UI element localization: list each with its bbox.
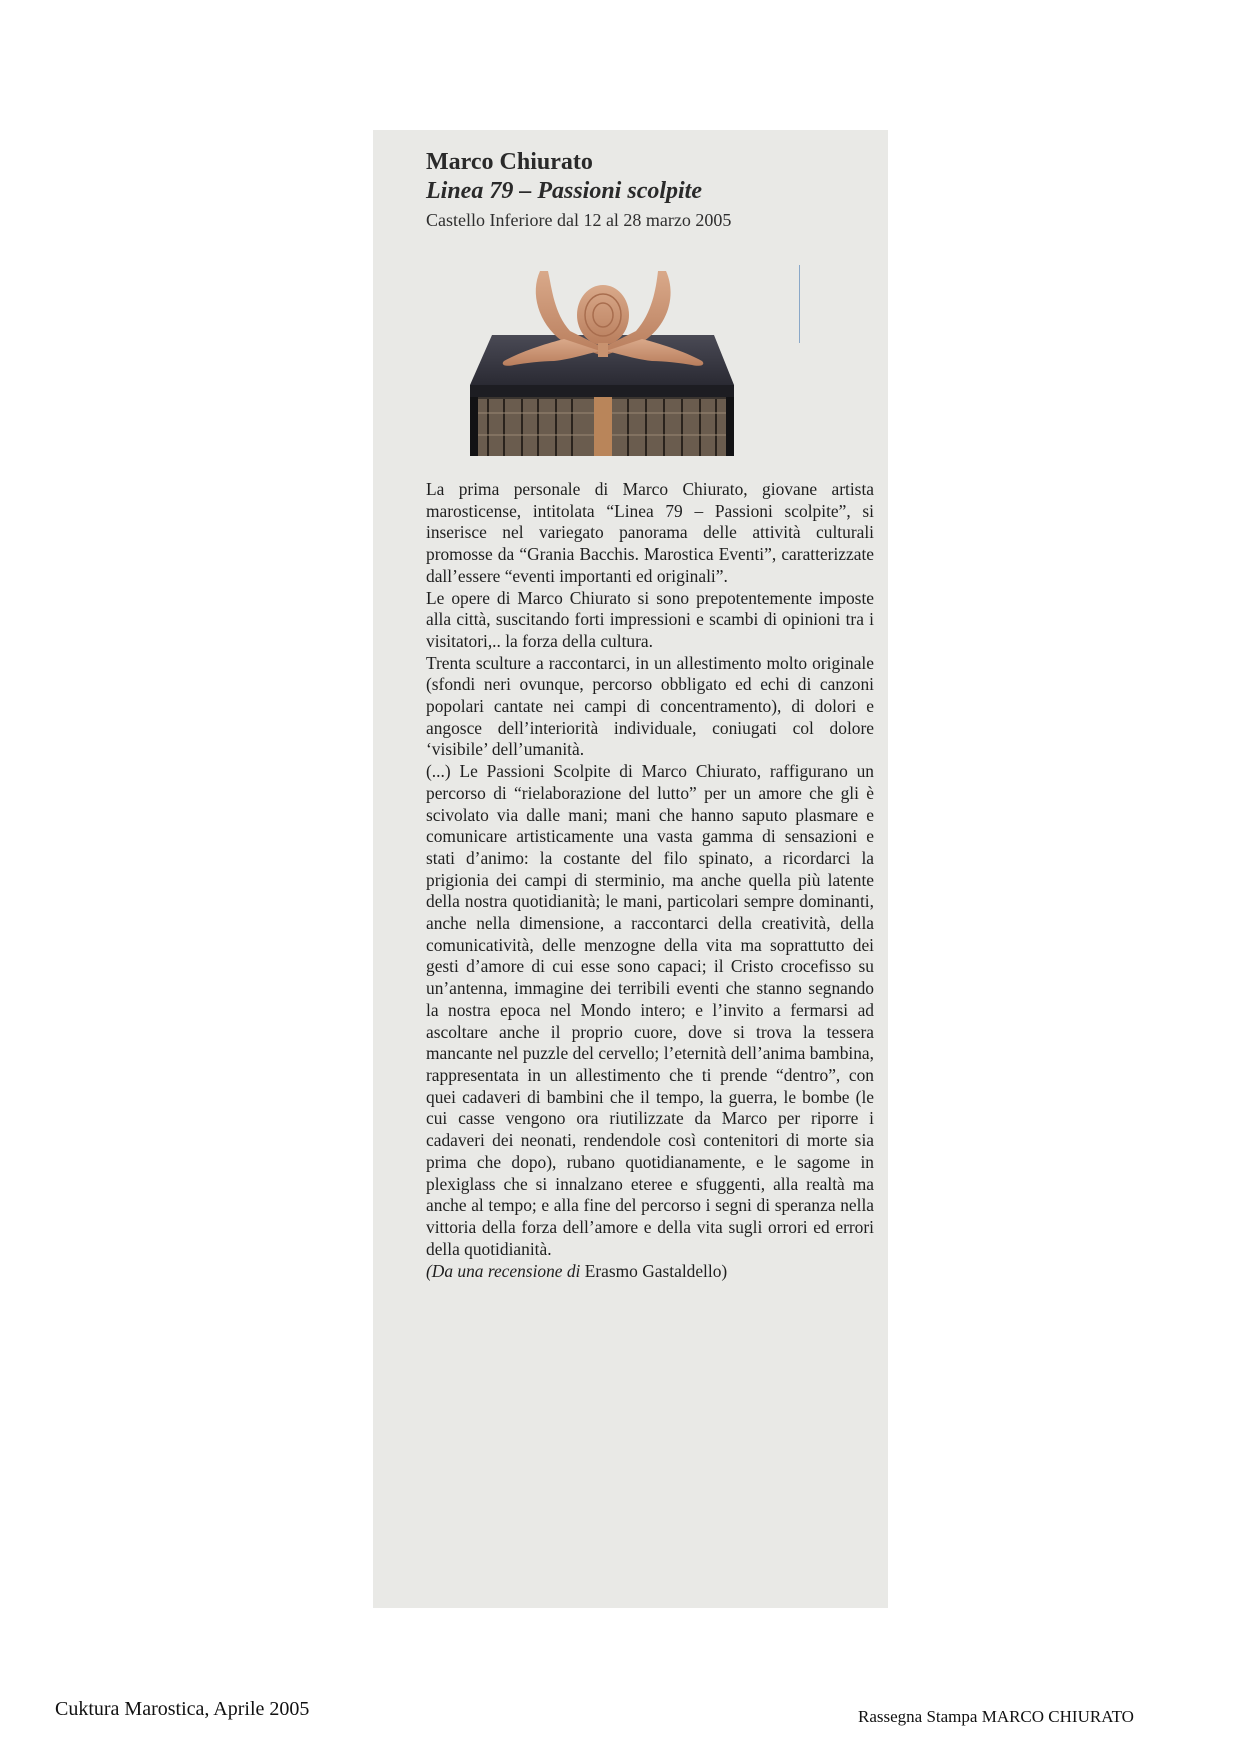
article-author: Marco Chiurato <box>426 149 593 175</box>
sculpture-photo-icon <box>452 263 752 456</box>
article-body <box>426 479 874 1282</box>
source-name: Erasmo Gastaldello) <box>584 1261 728 1282</box>
article-paragraph: Trenta sculture a raccontarci, in un allestimento molto originale (sfondi neri ovunque, percorso obbligato ed echi di canzoni popolari cantate nei campi di concentramento), di dolori e angosce dell’interiorità individuale, coniugati col dolore ‘visibile’ dell’umanità. <box>426 652 874 760</box>
article-paragraph: (...) Le Passioni Scolpite di Marco Chiurato, raffigurano un percorso di “rielaborazione del lutto” per un amore che gli è scivolato via dalle mani; mani che hanno saputo plasmare e comunicare artisticamente una vasta gamma di sensazioni e stati d’animo: la costante del filo spinato, a ricordarci la prigionia dei campi di sterminio, ma anche quella più latente della nostra quotidianità; le mani, particolari sempre dominanti, anche nella dimensione, a raccontarci della creatività, della comunicatività, delle menzogne della vita ma soprattutto dei gesti d’amore di cui esse sono capaci; il Cristo crocefisso su un’antenna, immagine dei terribili eventi che stanno segnando la nostra epoca nel Mondo intero; e l’invito a fermarsi ad ascoltare anche il proprio cuore, dove si trova la tessera mancante nel puzzle del cervello; l’eternità dell’anima bambina, rappresentata in un allestimento che ti prende “dentro”, con quei cadaveri di bambini che il tempo, la guerra, le bombe (le cui casse vengono ora riutilizzate da Marco per riporre i cadaveri dei neonati, rendendole così contenitori di morte sia prima che dopo), rubano quotidianamente, e le sagome in plexiglass che si innalzano eteree e sfuggenti, alla realtà ma anche al tempo; e alla fine del percorso i segni di speranza nella vittoria della forza dell’amore e della vita sugli orrori ed errori della quotidianità. <box>426 761 874 1259</box>
footer-publication: Cuktura Marostica, Aprile 2005 <box>55 1698 310 1720</box>
sculpture-photo <box>452 263 752 456</box>
column-divider <box>799 265 800 343</box>
article-paragraph: La prima personale di Marco Chiurato, giovane artista marosticense, intitolata “Linea 79 – Passioni scolpite”, si inserisce nel variegato panorama delle attività culturali promosse da “Grania Bacchis. Marostica Eventi”, caratterizzate dall’essere “eventi importanti ed originali”. <box>426 479 874 586</box>
source-prefix: (Da una recensione di <box>426 1261 581 1282</box>
article-venue-dates: Castello Inferiore dal 12 al 28 marzo 2005 <box>426 210 732 230</box>
article-title: Linea 79 – Passioni scolpite <box>426 178 702 204</box>
footer-collection: Rassegna Stampa MARCO CHIURATO <box>858 1707 1134 1726</box>
newspaper-clipping <box>373 130 888 1608</box>
article-source <box>426 1260 874 1282</box>
article-paragraph: Le opere di Marco Chiurato si sono prepotentemente imposte alla città, suscitando forti impressioni e scambi di opinioni tra i visitatori,.. la forza della cultura. <box>426 587 874 651</box>
